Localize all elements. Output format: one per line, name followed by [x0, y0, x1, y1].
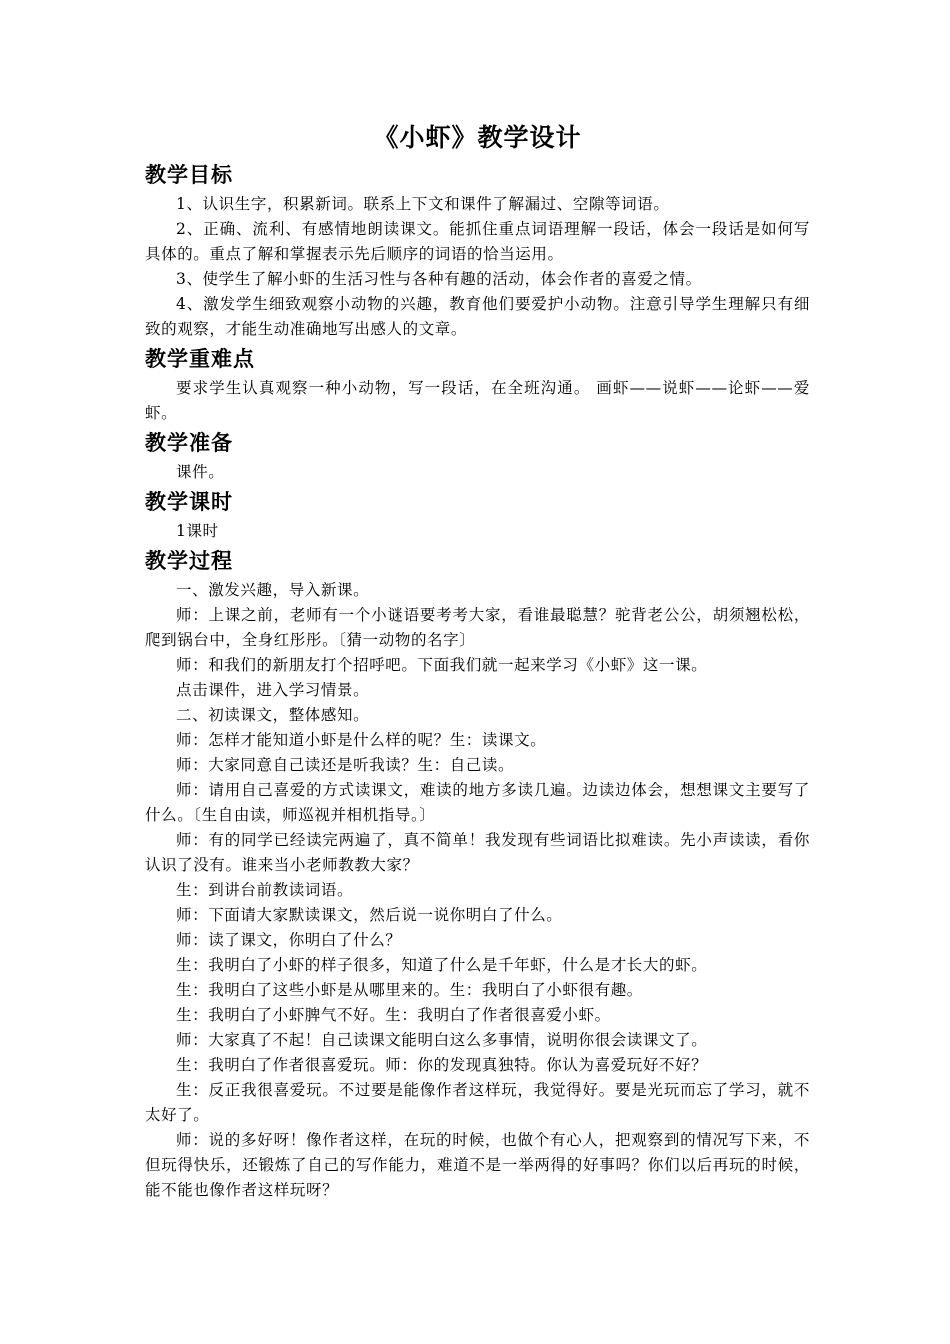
section-process	[145, 546, 810, 1203]
section-class-hours	[145, 487, 810, 544]
section-objectives	[145, 160, 810, 342]
paragraph: 师：读了课文，你明白了什么？	[176, 931, 402, 949]
section-heading: 教学课时	[145, 489, 233, 514]
paragraph: 生：我明白了作者很喜爱玩。师：你的发现真独特。你认为喜爱玩好不好？	[176, 1056, 708, 1074]
document-page	[145, 118, 810, 1205]
paragraph: 师：说的多好呀！像作者这样，在玩的时候，也做个有心人，把观察到的情况写下来，不但玩得快乐，还锻炼了自己的写作能力，难道不是一举两得的好事吗？你们以后再玩的时候，能不能也像作者这样玩呀？	[145, 1131, 810, 1199]
paragraph: 1、认识生字，积累新词。联系上下文和课件了解漏过、空隙等词语。	[176, 195, 670, 213]
paragraph: 师：大家同意自己读还是听我读？生：自己读。	[176, 756, 515, 774]
section-heading: 教学过程	[145, 548, 233, 573]
paragraph: 2、正确、流利、有感情地朗读课文。能抓住重点词语理解一段话，体会一段话是如何写具体的。重点了解和掌握表示先后顺序的词语的恰当运用。	[145, 220, 810, 263]
paragraph: 师：上课之前，老师有一个小谜语要考考大家，看谁最聪慧？驼背老公公，胡须翘松松，爬到锅台中，全身红彤彤。〔猜一动物的名字〕	[145, 606, 810, 649]
paragraph: 课件。	[176, 463, 225, 481]
paragraph: 师：和我们的新朋友打个招呼吧。下面我们就一起来学习《小虾》这一课。	[176, 656, 708, 674]
section-heading: 教学准备	[145, 430, 233, 455]
section-heading: 教学目标	[145, 162, 233, 187]
paragraph: 点击课件，进入学习情景。	[176, 681, 370, 699]
paragraph: 师：大家真了不起！自己读课文能明白这么多事情，说明你很会读课文了。	[176, 1031, 708, 1049]
paragraph: 师：怎样才能知道小虾是什么样的呢？生：读课文。	[176, 731, 547, 749]
paragraph: 师：有的同学已经读完两遍了，真不简单！我发现有些词语比拟难读。先小声读读，看你认识了没有。谁来当小老师教教大家？	[145, 831, 810, 874]
section-heading: 教学重难点	[145, 346, 255, 371]
paragraph: 二、初读课文，整体感知。	[176, 706, 370, 724]
paragraph: 生：反正我很喜爱玩。不过要是能像作者这样玩，我觉得好。要是光玩而忘了学习，就不太好了。	[145, 1081, 810, 1124]
paragraph: 要求学生认真观察一种小动物，写一段话，在全班沟通。 画虾——说虾——论虾——爱虾。	[145, 379, 810, 422]
paragraph: 生：我明白了小虾脾气不好。生：我明白了作者很喜爱小虾。	[176, 1006, 611, 1024]
paragraph: 生：我明白了这些小虾是从哪里来的。生：我明白了小虾很有趣。	[176, 981, 643, 999]
document-title: 《小虾》教学设计	[373, 123, 582, 152]
paragraph: 生：我明白了小虾的样子很多，知道了什么是千年虾，什么是才长大的虾。	[176, 956, 708, 974]
paragraph: 1课时	[176, 522, 219, 540]
paragraph: 生：到讲台前教读词语。	[176, 881, 354, 899]
paragraph: 师：下面请大家默读课文，然后说一说你明白了什么。	[176, 906, 563, 924]
section-key-points	[145, 344, 810, 426]
paragraph: 4、激发学生细致观察小动物的兴趣，教育他们要爱护小动物。注意引导学生理解只有细致的观察，才能生动准确地写出感人的文章。	[145, 295, 810, 338]
section-preparation	[145, 428, 810, 485]
paragraph: 一、激发兴趣，导入新课。	[176, 581, 370, 599]
paragraph: 3、使学生了解小虾的生活习性与各种有趣的活动，体会作者的喜爱之情。	[176, 270, 702, 288]
paragraph: 师：请用自己喜爱的方式读课文，难读的地方多读几遍。边读边体会，想想课文主要写了什么。〔生自由读，师巡视并相机指导。〕	[145, 781, 810, 824]
